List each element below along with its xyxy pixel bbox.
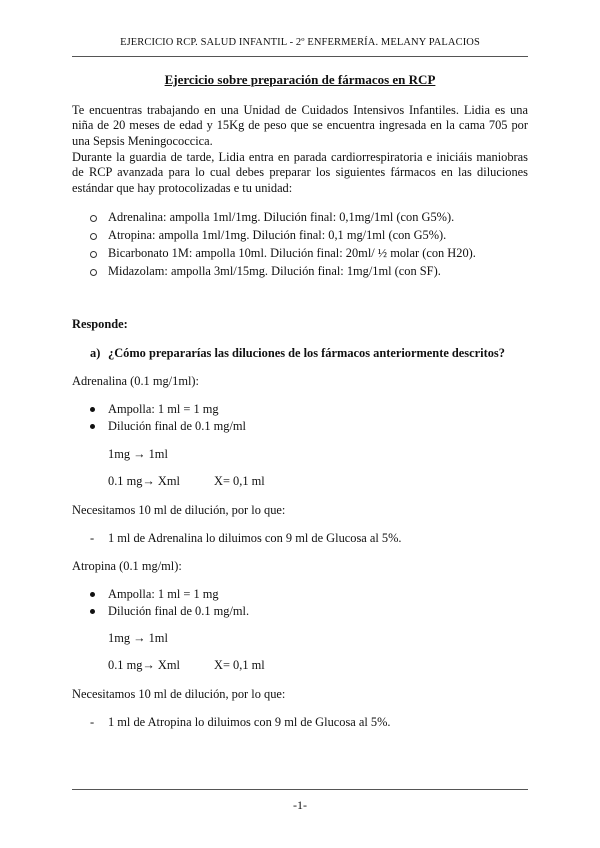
atropina-bullet-2: Dilución final de 0.1 mg/ml. [108, 604, 250, 618]
footer-divider [72, 789, 528, 790]
adrenalina-calc-2-left: 0.1 mg→ Xml [108, 474, 180, 488]
adrenalina-calc-1: 1mg → 1ml [108, 447, 168, 461]
adrenalina-result: 1 ml de Adrenalina lo diluimos con 9 ml de Glucosa al 5%. [108, 531, 402, 545]
dash-marker: - [90, 715, 95, 729]
page-number: -1- [293, 798, 307, 812]
header-divider [72, 56, 528, 57]
drug-item-adrenalina: Adrenalina: ampolla 1ml/1mg. Dilución final: 0,1mg/1ml (con G5%). [108, 210, 455, 224]
bullet-circle-icon [90, 215, 97, 222]
adrenalina-heading: Adrenalina (0.1 mg/1ml): [72, 374, 199, 388]
drug-item-midazolam: Midazolam: ampolla 3ml/15mg. Dilución final: 1mg/1ml (con SF). [108, 264, 441, 278]
question-a-text: ¿Cómo prepararías las diluciones de los fármacos anteriormente descritos? [108, 346, 505, 360]
document-title: Ejercicio sobre preparación de fármacos en RCP [164, 72, 436, 87]
adrenalina-bullet-2: Dilución final de 0.1 mg/ml [108, 419, 246, 433]
atropina-heading: Atropina (0.1 mg/ml): [72, 559, 182, 573]
bullet-dot-icon [90, 424, 95, 429]
intro-paragraph-2: Durante la guardia de tarde, Lidia entra en parada cardiorrespiratoria e iniciáis maniobras de RCP avanzada para lo cual debes preparar los siguientes fármacos en las diluciones estándar que hay protocolizadas e tu unidad: [72, 150, 528, 195]
drug-item-atropina: Atropina: ampolla 1ml/1mg. Dilución final: 0,1 mg/1ml (con G5%). [108, 228, 447, 242]
bullet-circle-icon [90, 251, 97, 258]
adrenalina-calc-2-right: X= 0,1 ml [214, 474, 265, 488]
atropina-calc-1: 1mg → 1ml [108, 631, 168, 645]
atropina-calc-2-left: 0.1 mg→ Xml [108, 658, 180, 672]
bullet-dot-icon [90, 407, 95, 412]
responde-heading: Responde: [72, 317, 128, 331]
question-a-marker: a) [90, 346, 101, 360]
bullet-dot-icon [90, 592, 95, 597]
intro-paragraph-1: Te encuentras trabajando en una Unidad de Cuidados Intensivos Infantiles. Lidia es una niña de 20 meses de edad y 15Kg de peso que se encuentra ingresada en la cama 705 por una Sepsis Meningococcica. [72, 103, 528, 148]
atropina-calc-2-right: X= 0,1 ml [214, 658, 265, 672]
atropina-need-text: Necesitamos 10 ml de dilución, por lo que: [72, 687, 286, 701]
dash-marker: - [90, 531, 95, 545]
adrenalina-need-text: Necesitamos 10 ml de dilución, por lo que: [72, 503, 286, 517]
bullet-dot-icon [90, 609, 95, 614]
adrenalina-bullet-1: Ampolla: 1 ml = 1 mg [108, 402, 219, 416]
drug-item-bicarbonato: Bicarbonato 1M: ampolla 10ml. Dilución final: 20ml/ ½ molar (con H20). [108, 246, 476, 260]
page-header: EJERCICIO RCP. SALUD INFANTIL - 2º ENFERMERÍA. MELANY PALACIOS [120, 37, 480, 48]
atropina-result: 1 ml de Atropina lo diluimos con 9 ml de Glucosa al 5%. [108, 715, 391, 729]
atropina-bullet-1: Ampolla: 1 ml = 1 mg [108, 587, 219, 601]
bullet-circle-icon [90, 233, 97, 240]
bullet-circle-icon [90, 269, 97, 276]
